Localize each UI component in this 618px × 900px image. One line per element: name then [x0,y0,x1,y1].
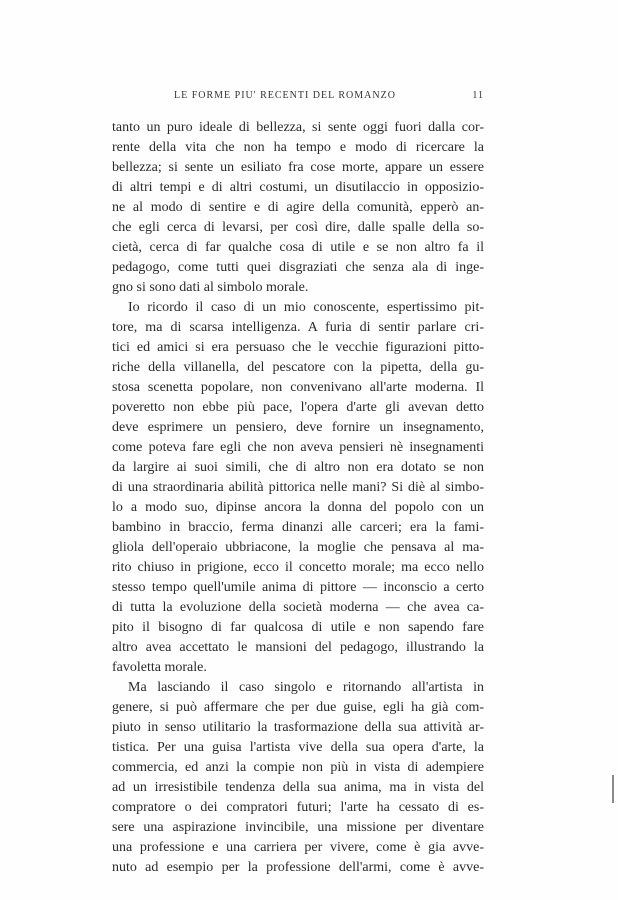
text-line: una professione e una carriera per vivere, come è gia avve- [112,840,484,855]
text-line: favoletta morale. [112,660,207,675]
paragraph-2 [112,298,484,678]
text-line: pito il bisogno di far qualcosa di utile e non sapendo fare [112,620,484,635]
text-line: pedagogo, come tutti quei disgraziati che senza ala di inge- [112,260,484,275]
paragraph-3 [112,678,484,878]
text-line: tistica. Per una guisa l'artista vive della sua opera d'arte, la [112,740,484,755]
text-line: deve esprimere un pensiero, deve fornire un insegnamento, [112,420,484,435]
text-line: poveretto non ebbe più pace, l'opera d'arte gli avevan detto [112,400,484,415]
text-line: lo a modo suo, dipinse ancora la donna del popolo con un [112,500,484,515]
text-line: altro avea accettato le mansioni del pedagogo, illustrando la [112,640,484,655]
text-line: di altri tempi e di altri costumi, un disutilaccio in opposizio- [112,180,484,195]
text-line: stosa scenetta popolare, non convenivano all'arte moderna. Il [112,380,484,395]
text-line: riche della villanella, del pescatore con la pipetta, della gu- [112,360,484,375]
page-edge-mark [612,775,614,803]
text-line: Ma lasciando il caso singolo e ritornando all'artista in [128,680,484,695]
body-text [112,118,484,878]
running-title: LE FORME PIU' RECENTI DEL ROMANZO [174,90,396,101]
text-line: rito chiuso in prigione, ecco il concetto morale; ma ecco nello [112,560,484,575]
text-line: come poteva fare egli che non aveva pensieri nè insegnamenti [112,440,484,455]
text-line: rente della vita che non ha tempo e modo di ricercare la [112,140,484,155]
text-line: tore, ma di scarsa intelligenza. A furia di sentir parlare cri- [112,320,484,335]
text-line: bellezza; si sente un esiliato fra cose morte, appare un essere [112,160,484,175]
text-line: tanto un puro ideale di bellezza, si sente oggi fuori dalla cor- [112,120,484,135]
text-line: da largire ai suoi simili, che di altro non era dotato se non [112,460,484,475]
paragraph-1 [112,118,484,298]
text-line: genere, si può affermare che per due guise, egli ha già com- [112,700,484,715]
text-line: tici ed amici si era persuaso che le vecchie figurazioni pitto- [112,340,484,355]
page-number: 11 [472,90,484,101]
text-line: stesso tempo quell'umile anima di pittore — inconscio a certo [112,580,484,595]
text-line: di una straordinaria abilità pittorica nelle mani? Si diè al simbo- [112,480,484,495]
text-line: Io ricordo il caso di un mio conoscente, espertissimo pit- [128,300,484,315]
text-line: nuto ad esempio per la professione dell'armi, come è avve- [112,860,484,875]
text-line: gno si sono dati al simbolo morale. [112,280,309,295]
text-line: ne al modo di sentire e di agire della comunità, epperò an- [112,200,484,215]
text-line: piuto in senso utilitario la trasformazione della sua attività ar- [112,720,484,735]
text-line: commercia, ed anzi la compie non più in vista di adempiere [112,760,484,775]
text-line: sere una aspirazione invincibile, una missione per diventare [112,820,484,835]
text-line: cietà, cerca di far qualche cosa di utile e se non altro fa il [112,240,484,255]
text-line: compratore o dei compratori futuri; l'arte ha cessato di es- [112,800,484,815]
text-line: bambino in braccio, ferma dinanzi alle carceri; era la fami- [112,520,484,535]
text-line: ad un irresistibile tendenza della sua anima, ma in vista del [112,780,484,795]
text-line: di tutta la evoluzione della società moderna — che avea ca- [112,600,484,615]
running-header [112,90,488,106]
text-line: gliola dell'operaio ubbriacone, la moglie che pensava al ma- [112,540,484,555]
text-line: che egli cerca di levarsi, per così dire, dalle spalle della so- [112,220,484,235]
